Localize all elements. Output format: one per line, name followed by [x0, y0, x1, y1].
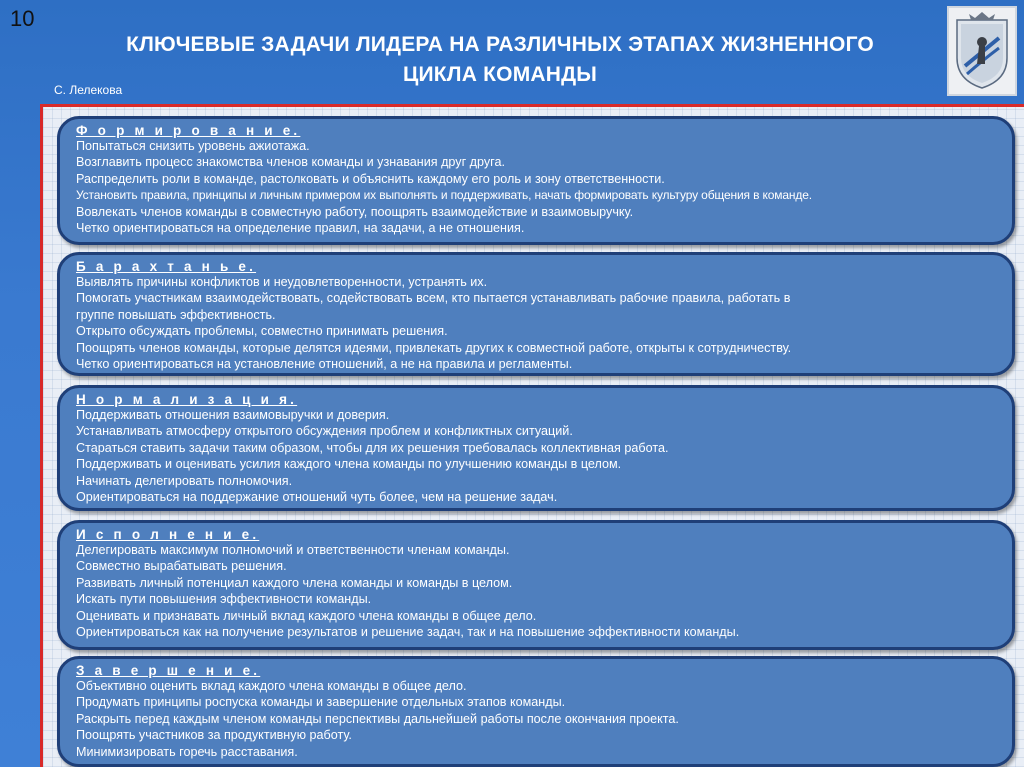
list-item: Ориентироваться на поддержание отношений чуть более, чем на решение задач. [76, 490, 558, 505]
list-item: Четко ориентироваться на установление отношений, а не на правила и регламенты. [76, 357, 573, 372]
stage-heading: Б а р а х т а н ь е. [76, 259, 257, 274]
stage-card-norming [57, 385, 1015, 511]
list-item: Распределить роли в команде, растолковать и объяснить каждому его роль и зону ответственности. [76, 171, 665, 186]
stage-heading: З а в е р ш е н и е. [76, 663, 261, 678]
author-label: С. Лелекова [54, 83, 123, 97]
list-item: Раскрыть перед каждым членом команды перспективы дальнейшей работы после окончания проекта. [76, 711, 679, 726]
list-item: Возглавить процесс знакомства членов команды и узнавания друг друга. [76, 155, 506, 170]
list-item: Поддерживать и оценивать усилия каждого члена команды по улучшению команды в целом. [76, 457, 622, 472]
title-line-1: КЛЮЧЕВЫЕ ЗАДАЧИ ЛИДЕРА НА РАЗЛИЧНЫХ ЭТАПАХ ЖИЗНЕННОГО [126, 33, 874, 56]
list-item: Помогать участникам взаимодействовать, содействовать всем, кто пытается устанавливать рабочие правила, работать в [76, 291, 791, 306]
list-item: Минимизировать горечь расставания. [76, 744, 298, 759]
list-item: Установить правила, принципы и личным примером их выполнять и поддерживать, начать формировать культуру общения в команде. [76, 188, 812, 203]
stage-card-performing [57, 520, 1015, 650]
list-item: Попытаться снизить уровень ажиотажа. [76, 139, 310, 153]
list-item: Делегировать максимум полномочий и ответственности членам команды. [76, 543, 510, 557]
list-item: Искать пути повышения эффективности команды. [76, 592, 372, 607]
list-item: группе повышать эффективность. [76, 307, 276, 322]
slide-number: 10 [10, 6, 35, 31]
stage-heading: Н о р м а л и з а ц и я. [76, 392, 298, 407]
list-item: Ориентироваться как на получение результатов и решение задач, так и на повышение эффективности команды. [76, 625, 740, 640]
list-item: Совместно вырабатывать решения. [76, 559, 287, 574]
list-item: Четко ориентироваться на определение правил, на задачи, а не отношения. [76, 221, 525, 236]
list-item: Выявлять причины конфликтов и неудовлетворенности, устранять их. [76, 275, 488, 289]
list-item: Продумать принципы роспуска команды и завершение отдельных этапов команды. [76, 695, 566, 710]
list-item: Объективно оценить вклад каждого члена команды в общее дело. [76, 679, 467, 693]
list-item: Оценивать и признавать личный вклад каждого члена команды в общее дело. [76, 608, 537, 623]
list-item: Устанавливать атмосферу открытого обсуждения проблем и конфликтных ситуаций. [76, 424, 573, 439]
list-item: Развивать личный потенциал каждого члена команды и команды в целом. [76, 575, 513, 590]
page-title [100, 30, 900, 90]
stage-card-storming [57, 252, 1015, 376]
stage-card-adjourning [57, 656, 1015, 767]
list-item: Поощрять участников за продуктивную работу. [76, 728, 352, 743]
stage-card-formation [57, 116, 1015, 245]
stage-heading: Ф о р м и р о в а н и е. [76, 123, 301, 138]
list-item: Открыто обсуждать проблемы, совместно принимать решения. [76, 324, 448, 339]
title-line-2: ЦИКЛА КОМАНДЫ [402, 63, 598, 86]
university-emblem-icon [947, 6, 1017, 96]
stage-heading: И с п о л н е н и е. [76, 527, 260, 542]
list-item: Поддерживать отношения взаимовыручки и доверия. [76, 408, 390, 422]
list-item: Поощрять членов команды, которые делятся идеями, привлекать других к совместной работе, открыты к сотрудничеству. [76, 340, 792, 355]
list-item: Начинать делегировать полномочия. [76, 473, 293, 488]
list-item: Стараться ставить задачи таким образом, чтобы для их решения требовалась коллективная работа. [76, 440, 669, 455]
list-item: Вовлекать членов команды в совместную работу, поощрять взаимодействие и взаимовыручку. [76, 204, 634, 219]
